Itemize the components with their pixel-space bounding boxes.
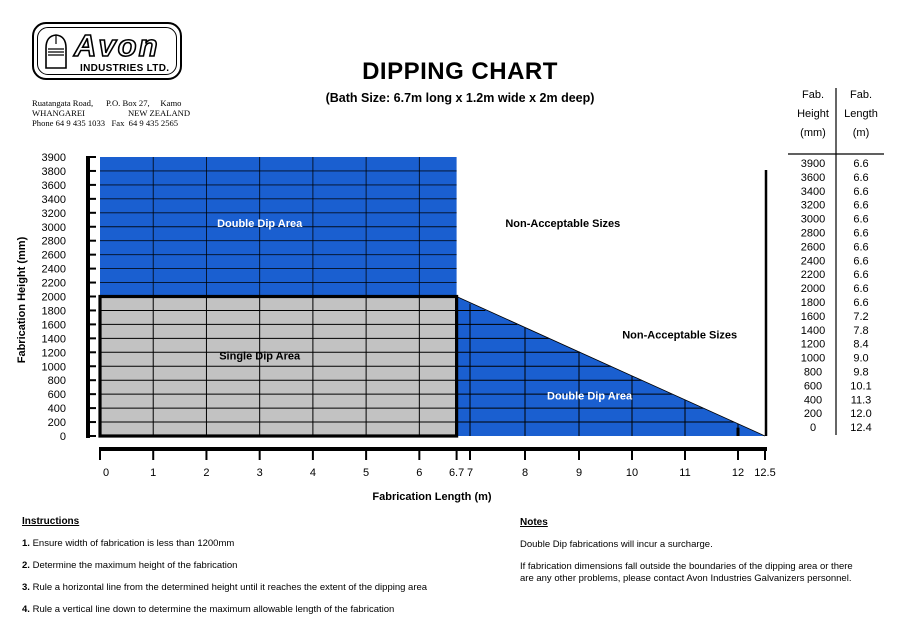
- table-header-text: (mm): [800, 127, 826, 139]
- table-cell: 1000: [800, 352, 826, 365]
- y-tick-label: 3000: [41, 221, 66, 234]
- annotation-region-label: Double Dip Area: [547, 390, 633, 403]
- x-axis-title: Fabrication Length (m): [372, 491, 492, 503]
- annotation-non-acceptable: Non-Acceptable Sizes: [505, 217, 621, 230]
- table-cell: 6.6: [853, 227, 869, 240]
- table-cell: 3600: [800, 171, 826, 184]
- y-tick-label: 2600: [41, 249, 66, 262]
- y-tick-label: 400: [47, 403, 66, 416]
- instruction-item: 3. Rule a horizontal line from the determined height until it reaches the extent of the dipping area: [22, 582, 428, 593]
- table-cell: 800: [803, 366, 823, 379]
- x-tick-label: 3: [256, 467, 263, 479]
- x-tick-label: 8: [521, 467, 529, 479]
- table-cell: 1800: [800, 297, 826, 309]
- table-cell: 3900: [800, 158, 826, 170]
- x-tick-label: 5: [363, 467, 370, 479]
- table-cell: 1200: [800, 338, 826, 351]
- table-cell: 12.0: [850, 408, 872, 421]
- table-cell: 400: [803, 394, 823, 407]
- table-cell: 12.4: [850, 422, 872, 435]
- table-cell: 6.6: [853, 199, 869, 212]
- table-cell: 7.8: [853, 324, 869, 337]
- x-tick-label: 4: [309, 467, 316, 479]
- y-tick-label: 2400: [41, 263, 66, 276]
- annotation-region-label: Single Dip Area: [219, 350, 301, 363]
- table-cell: 6.6: [853, 213, 869, 226]
- table-cell: 2400: [800, 255, 826, 268]
- table-cell: 11.3: [850, 394, 872, 407]
- instructions-heading: Instructions: [22, 516, 80, 527]
- y-tick-label: 1800: [41, 305, 66, 318]
- table-header-text: Fab.: [849, 89, 873, 101]
- y-tick-label: 800: [47, 375, 66, 388]
- table-cell: 3000: [800, 213, 826, 226]
- y-tick-label: 3200: [41, 207, 66, 220]
- table-cell: 6.6: [853, 185, 869, 198]
- table-cell: 9.0: [853, 352, 869, 365]
- x-tick-label: 0: [102, 467, 110, 479]
- x-tick-label: 1: [150, 467, 157, 479]
- note-line: are any other problems, please contact Avon Industries Galvanizers personnel.: [520, 573, 852, 584]
- table-header-text: Height: [797, 108, 829, 120]
- x-tick-label: 6.7: [448, 467, 465, 479]
- x-tick-label: 12.5: [754, 467, 776, 479]
- y-tick-label: 1400: [41, 333, 66, 346]
- logo-wordmark: Avon: [74, 28, 160, 63]
- table-cell: 6.6: [853, 297, 869, 309]
- x-tick-label: 11: [679, 467, 691, 479]
- y-tick-label: 3600: [41, 179, 66, 192]
- x-tick-label: 10: [625, 467, 639, 479]
- table-cell: 6.6: [853, 241, 869, 254]
- table-cell: 2600: [800, 241, 826, 254]
- table-cell: 7.2: [853, 310, 869, 323]
- table-cell: 2800: [800, 227, 826, 240]
- y-tick-label: 1200: [41, 347, 66, 360]
- y-tick-label: 3400: [41, 193, 66, 206]
- annotation-region-label: Double Dip Area: [217, 217, 303, 230]
- table-cell: 1400: [800, 324, 826, 337]
- y-tick-label: 1600: [41, 319, 66, 332]
- table-cell: 3400: [800, 185, 826, 198]
- x-tick-label: 7: [466, 467, 474, 479]
- table-cell: 600: [803, 380, 823, 393]
- y-tick-label: 2800: [41, 235, 66, 248]
- table-cell: 9.8: [853, 366, 869, 379]
- table-cell: 3200: [800, 199, 826, 212]
- y-tick-label: 600: [47, 389, 66, 402]
- table-cell: 0: [809, 422, 817, 435]
- table-cell: 200: [803, 408, 823, 421]
- table-cell: 1600: [800, 310, 826, 323]
- x-tick-label: 9: [575, 467, 583, 479]
- instruction-item: 1. Ensure width of fabrication is less than 1200mm: [22, 538, 235, 549]
- table-cell: 6.6: [853, 255, 869, 268]
- table-cell: 6.6: [853, 158, 869, 170]
- table-header-text: (m): [852, 127, 870, 139]
- x-tick-label: 12: [731, 467, 745, 479]
- table-cell: 6.6: [853, 269, 869, 282]
- note-line: If fabrication dimensions fall outside the boundaries of the dipping area or there: [520, 561, 853, 572]
- y-tick-label: 2000: [41, 291, 66, 304]
- address-line: Phone 64 9 435 1033 Fax 64 9 435 2565: [32, 118, 179, 128]
- notes-heading: Notes: [520, 517, 548, 528]
- y-tick-label: 0: [59, 431, 66, 443]
- y-tick-label: 3800: [41, 165, 66, 178]
- table-cell: 2200: [800, 269, 826, 282]
- logo-subtitle: INDUSTRIES LTD.: [80, 63, 170, 74]
- annotation-non-acceptable: Non-Acceptable Sizes: [622, 329, 738, 342]
- page-subtitle: (Bath Size: 6.7m long x 1.2m wide x 2m deep): [325, 91, 595, 105]
- y-tick-label: 2200: [41, 277, 66, 290]
- y-tick-label: 3900: [41, 152, 66, 164]
- note-line: Double Dip fabrications will incur a surcharge.: [520, 539, 713, 550]
- table-header-text: Fab.: [801, 89, 825, 101]
- x-tick-label: 2: [203, 467, 210, 479]
- y-tick-label: 200: [47, 417, 66, 430]
- table-cell: 6.6: [853, 283, 869, 296]
- address-line: Ruatangata Road, P.O. Box 27, Kamo: [32, 98, 182, 108]
- table-cell: 8.4: [853, 338, 869, 351]
- table-cell: 10.1: [850, 380, 872, 393]
- y-axis-title: Fabrication Height (mm): [16, 236, 28, 364]
- page-title: DIPPING CHART: [362, 58, 558, 85]
- table-cell: 2000: [800, 283, 826, 296]
- instruction-item: 2. Determine the maximum height of the fabrication: [22, 560, 238, 571]
- table-cell: 6.6: [853, 171, 869, 184]
- address-line: WHANGAREI NEW ZEALAND: [32, 108, 191, 118]
- instruction-item: 4. Rule a vertical line down to determine the maximum allowable length of the fabrication: [22, 604, 395, 615]
- y-tick-label: 1000: [41, 361, 66, 374]
- table-header-text: Length: [844, 108, 878, 120]
- x-tick-label: 6: [416, 467, 423, 479]
